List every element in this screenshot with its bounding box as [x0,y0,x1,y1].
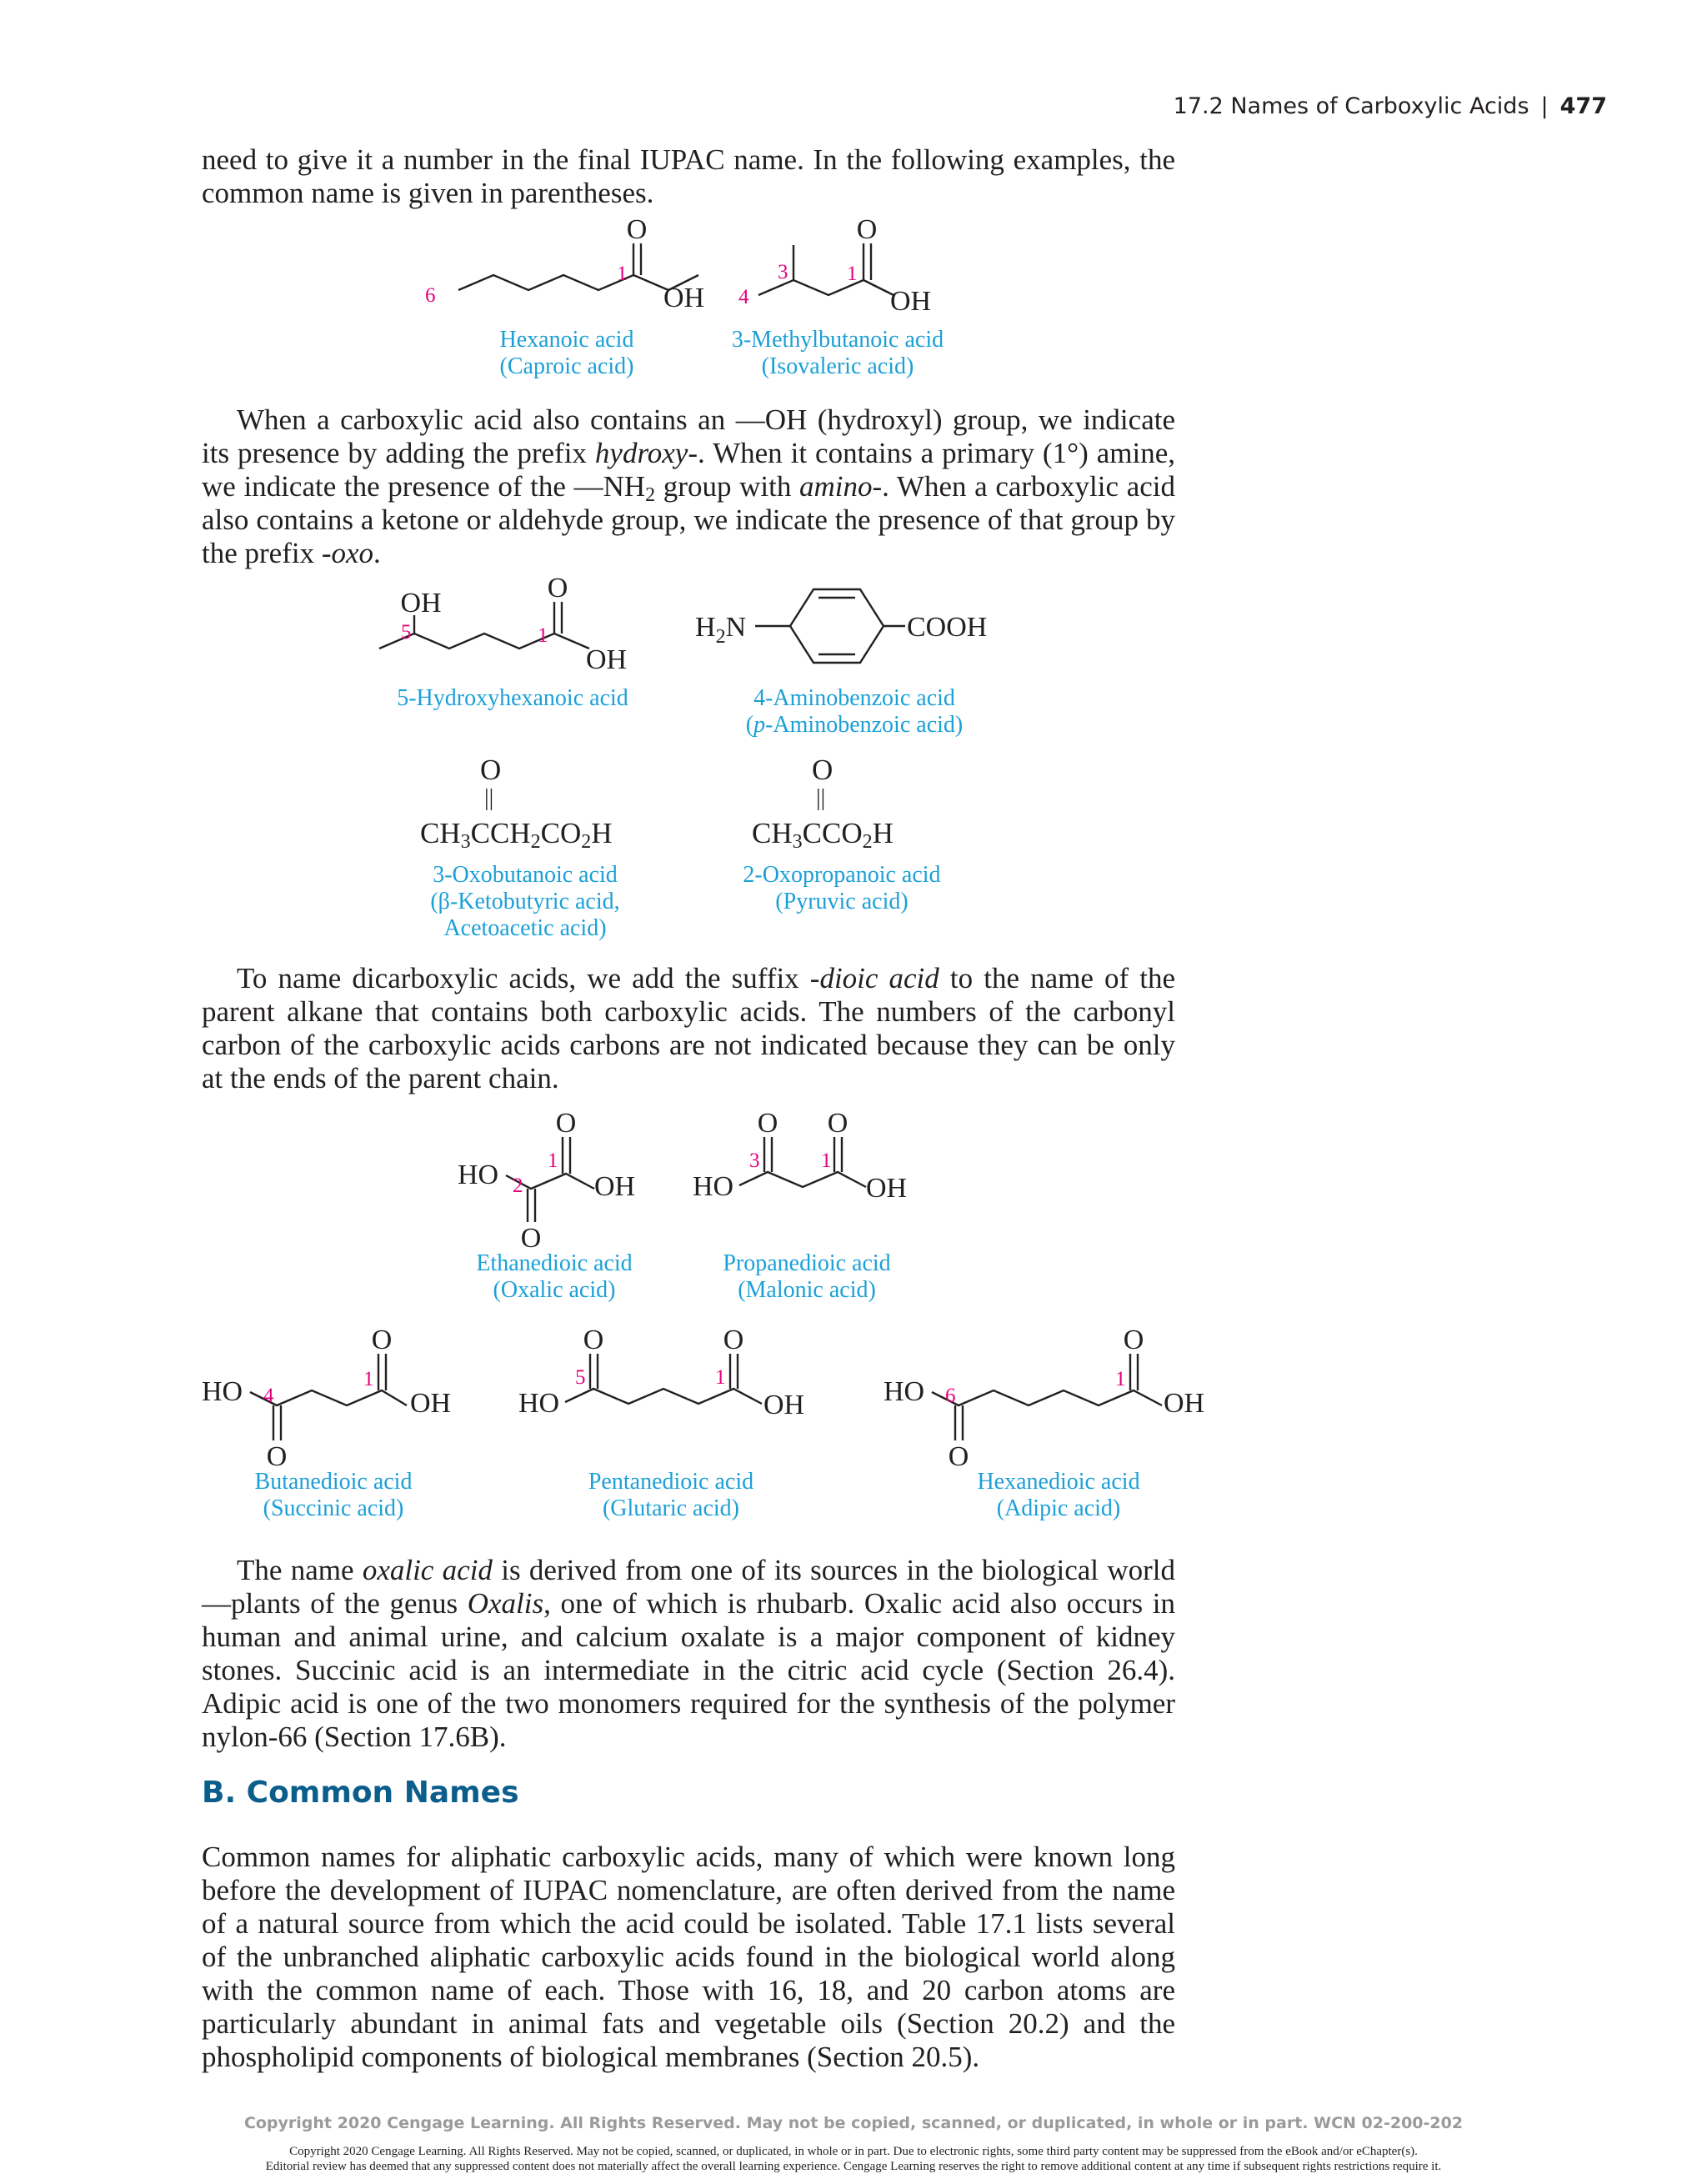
common-name: (Caproic acid) [499,353,634,379]
aminobenzoic-acid-label [717,685,992,739]
locant-2: 2 [513,1175,523,1197]
oxygen-atom: O [948,1441,969,1472]
hydroxyl-group: OH [866,1173,908,1204]
page-number: 477 [1559,93,1607,119]
carboxyl-group: COOH [907,612,988,643]
paragraph-common-names: Common names for aliphatic carboxylic acids, many of which were known long before the development of IUPAC nomenclature, are often derived from the name of a natural source from which the acid could be isolated. Table 17.1 lists several of the unbranched aliphatic carboxylic acids found in the biological world along with the common name of each. Those with 16, 18, and 20 carbon atoms are particularly abundant in animal fats and vegetable oils (Section 20.2) and the phospholipid components of biological membranes (Section 20.5). [202,1841,1175,2073]
subscript-two: 2 [715,626,726,648]
locant-1: 1 [1115,1368,1126,1390]
oxygen-atom: O [856,214,878,245]
locant-6: 6 [425,284,436,307]
header-section-title: 17.2 Names of Carboxylic Acids [1173,93,1529,119]
common-name: (Pyruvic acid) [775,889,909,914]
iupac-name: Pentanedioic acid [588,1469,754,1495]
locant-5: 5 [575,1366,586,1389]
common-name-2: Acetoacetic acid) [443,915,607,941]
methylbutanoic-acid-structure [725,214,975,318]
common-name: (β-Ketobutyric acid, [430,889,620,914]
hexanoic-acid-label [467,327,667,380]
iupac-name: 3-Methylbutanoic acid [731,327,944,353]
common-name: (Isovaleric acid) [761,353,914,379]
hydroxyl-group: OH [410,1388,452,1419]
oxygen-atom: O [757,1108,778,1139]
nitrogen-atom: N [725,612,747,643]
ketone-oxygen: O [812,754,833,786]
locant-1: 1 [847,263,858,285]
section-heading: B. Common Names [202,1776,519,1810]
oxygen-atom: O [266,1441,288,1472]
hydroxyl-group: HO [693,1171,734,1202]
oxobutanoic-acid-label [392,862,658,942]
hexanedioic-acid-label [950,1469,1167,1522]
iupac-name: 4-Aminobenzoic acid [753,685,955,711]
header-divider: | [1540,93,1549,119]
pentanedioic-acid-label [567,1469,775,1522]
hydroxyl-group: HO [884,1376,925,1407]
hydroxyl-group: OH [400,588,442,619]
oxobutanoic-acid-formula: O || $CH_3CCH_2CO_2H$ [420,754,613,853]
common-name: (Glutaric acid) [602,1495,740,1521]
butanedioic-acid-label [229,1469,438,1522]
locant-3: 3 [778,261,788,283]
oxygen-atom: O [723,1325,744,1355]
oxygen-atom: O [371,1325,393,1355]
hydroxyl-group: OH [763,1390,805,1420]
oxygen-atom: O [626,214,648,245]
ketone-oxygen: O [480,754,502,786]
iupac-name: Ethanedioic acid [476,1250,633,1276]
hexanoic-acid-structure [417,214,725,318]
oxopropanoic-acid-label [708,862,975,915]
oxygen-atom: O [555,1108,577,1139]
common-name: (p-Aminobenzoic acid) [745,712,964,738]
common-name: (Adipic acid) [996,1495,1121,1521]
oxygen-atom: O [547,573,568,604]
iupac-name: Butanedioic acid [254,1469,413,1495]
notice-line-2: Editorial review has deemed that any suppressed content does not materially affect the overall learning experience. Cengage Learning reserves the right to remove additional content at any time if subsequent rights restrictions require it. [265,2160,1442,2173]
locant-1: 1 [538,624,548,647]
common-name: (Oxalic acid) [493,1277,616,1303]
locant-1: 1 [821,1150,832,1172]
ethanedioic-acid-structure [454,1108,696,1254]
hydroxyl-group: OH [890,286,932,317]
pentanedioic-acid-structure [517,1325,850,1434]
ethanedioic-acid-label [450,1250,658,1304]
hydroxyl-group: HO [458,1160,499,1190]
hydroxyl-group: OH [663,283,705,313]
oxygen-atom: O [1123,1325,1144,1355]
notice-line-1: Copyright 2020 Cengage Learning. All Rights Reserved. May not be copied, scanned, or duplicated, in whole or in part. Due to electronic rights, some third party content may be suppressed from the eBook and/or eChapter(s). [289,2145,1418,2158]
propanedioic-acid-structure [688,1109,938,1209]
iupac-name: Propanedioic acid [723,1250,891,1276]
hydroxyhexanoic-acid-structure [371,573,671,684]
common-name: (Succinic acid) [263,1495,404,1521]
paragraph-prefixes: When a carboxylic acid also contains an —OH (hydroxyl) group, we indicate its presence by adding the prefix hydroxy-. When it contains a primary (1°) amine, we indicate the presence of the $—NH_2$ group with amino-. When a carboxylic acid also contains a ketone or aldehyde group, we indicate the presence of that group by the prefix -oxo. [202,403,1175,569]
iupac-name: 5-Hydroxyhexanoic acid [397,685,628,711]
paragraph-dicarboxylic: To name dicarboxylic acids, we add the suffix -dioic acid to the name of the parent alkane that contains both carboxylic acids. The numbers of the carbonyl carbon of the carboxylic acids carbons are not indicated because they can be only at the ends of the parent chain. [202,962,1176,1095]
oxygen-atom: O [520,1223,542,1254]
locant-1: 1 [548,1150,558,1172]
locant-6: 6 [945,1385,956,1407]
hydroxyl-group: OH [1164,1388,1205,1419]
hydrogen-atom: H [695,612,716,643]
locant-4: 4 [263,1385,274,1407]
paragraph-intro: need to give it a number in the final IUPAC name. In the following examples, the common name is given in parentheses. [202,143,1175,209]
locant-1: 1 [617,263,628,285]
locant-1: 1 [363,1368,374,1390]
common-name: (Malonic acid) [738,1277,876,1303]
oxopropanoic-acid-formula: O || $CH_3CCO_2H$ [752,754,894,853]
hydroxyhexanoic-acid-label [375,685,650,712]
locant-3: 3 [749,1150,760,1172]
copyright-notice [0,2144,1707,2174]
locant-5: 5 [401,621,412,644]
iupac-name: Hexanedioic acid [977,1469,1140,1495]
aminobenzoic-acid-structure [692,579,1025,679]
iupac-name: Hexanoic acid [499,327,634,353]
iupac-name: 3-Oxobutanoic acid [433,862,618,888]
hexanedioic-acid-structure [882,1325,1249,1472]
hydroxyl-group: OH [586,644,628,675]
iupac-name: 2-Oxopropanoic acid [743,862,941,888]
locant-4: 4 [738,286,749,308]
locant-1: 1 [715,1366,726,1389]
double-bond: || [816,785,826,811]
propanedioic-acid-label [698,1250,915,1304]
methylbutanoic-acid-label [700,327,975,380]
hydroxyl-group: HO [202,1376,243,1407]
oxygen-atom: O [827,1108,848,1139]
svg-text:H2N [695,612,746,648]
hydroxyl-group: HO [518,1388,560,1419]
hydroxyl-group: OH [594,1171,636,1202]
oxygen-atom: O [583,1325,604,1355]
double-bond: || [484,785,494,811]
running-header [934,93,1607,119]
paragraph-oxalic: The name oxalic acid is derived from one of its sources in the biological world—plants of the genus Oxalis, one of which is rhubarb. Oxalic acid also occurs in human and animal urine, and calcium oxalate is a major component of kidney stones. Succinic acid is an intermediate in the citric acid cycle (Section 26.4). Adipic acid is one of the two monomers required for the synthesis of the polymer nylon-66 (Section 17.6B). [202,1554,1175,1753]
butanedioic-acid-structure [200,1325,483,1472]
copyright-watermark: Copyright 2020 Cengage Learning. All Rights Reserved. May not be copied, scanned, or duplicated, in whole or in part. WCN 02-200-202 [243,2114,1464,2132]
